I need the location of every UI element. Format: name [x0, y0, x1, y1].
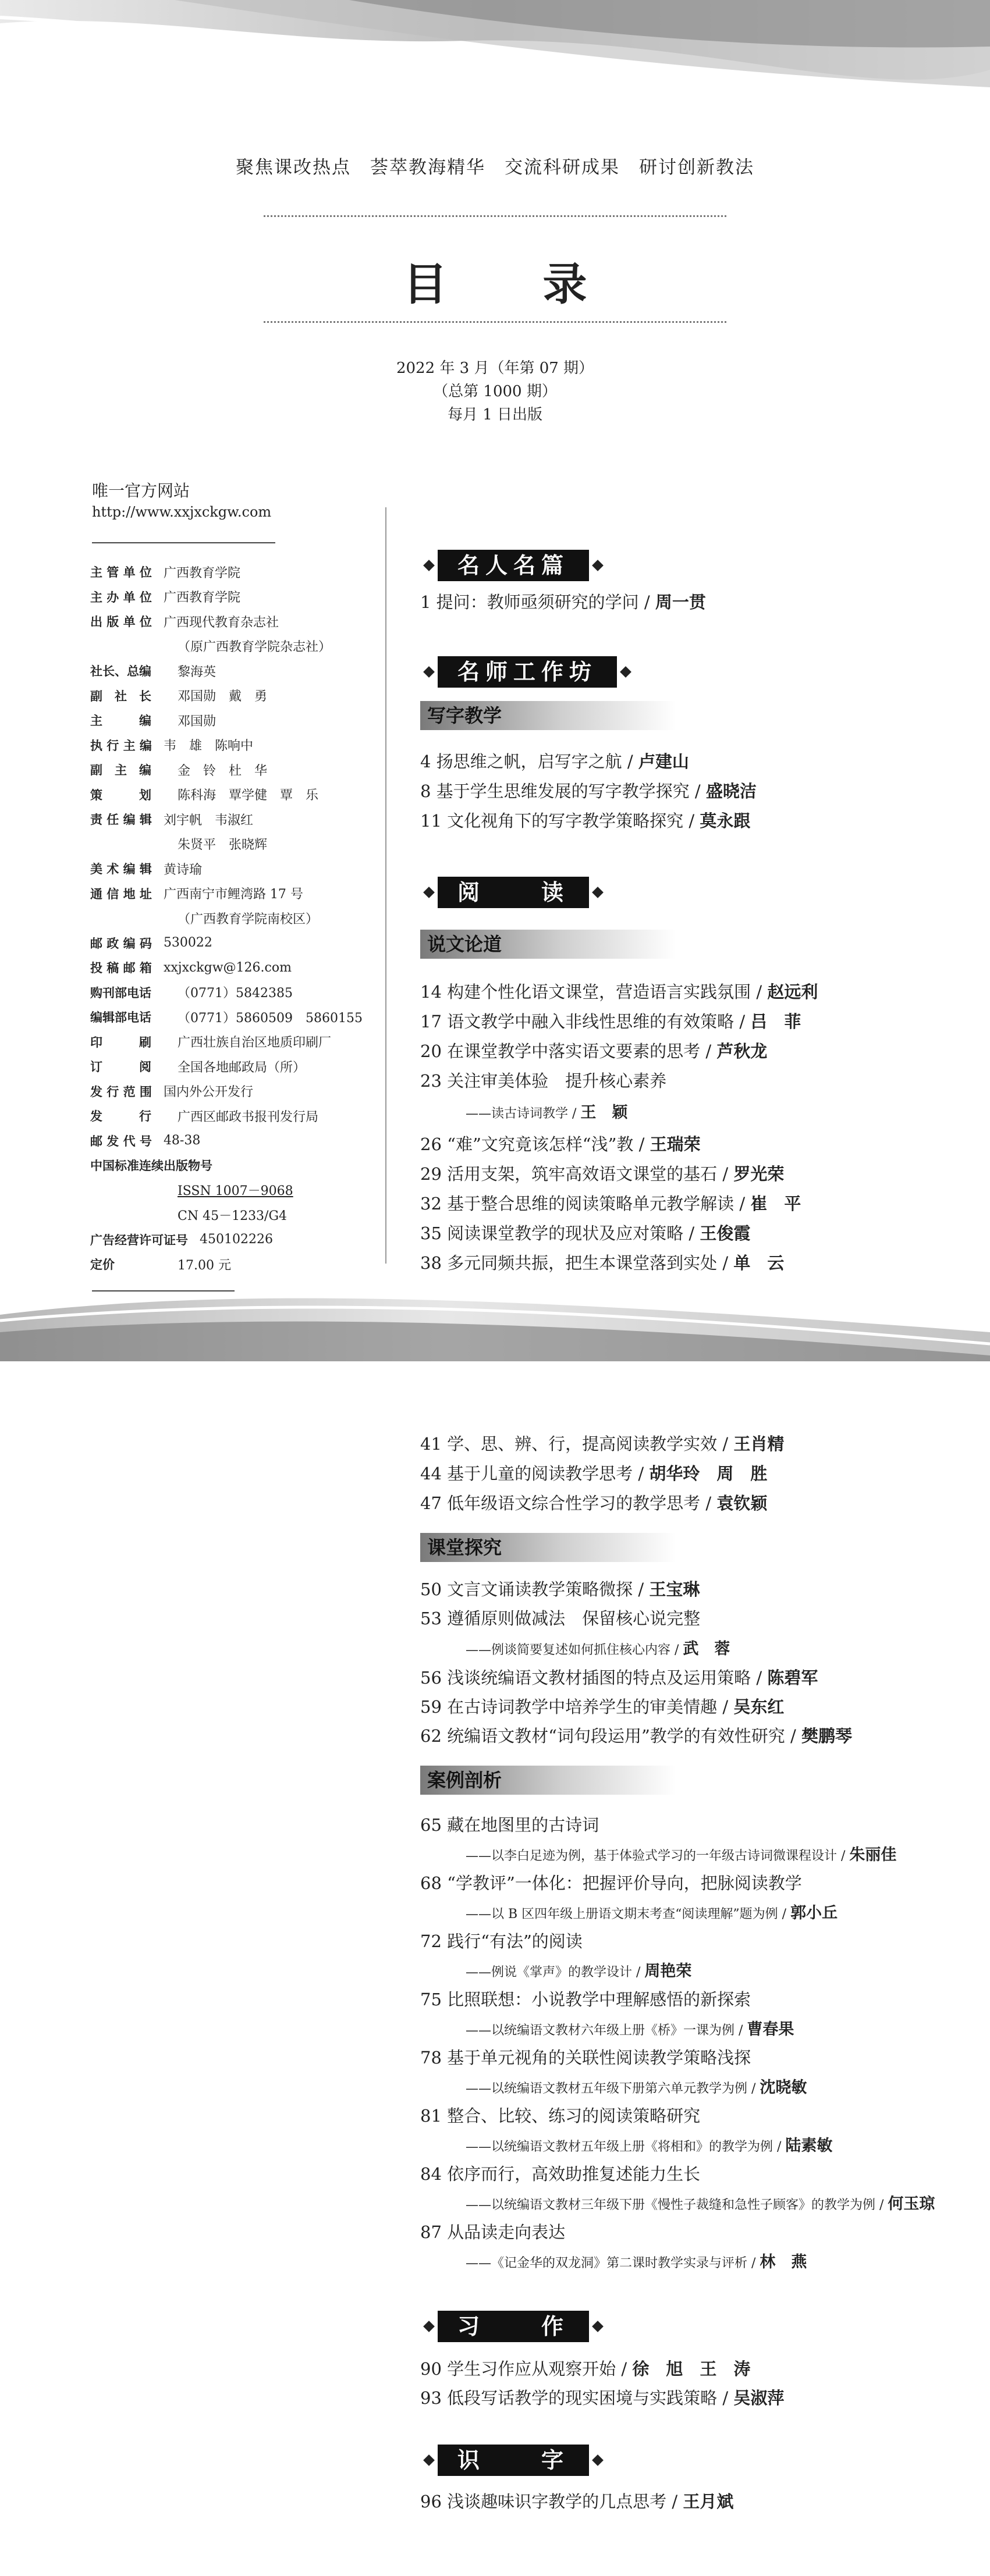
masthead-row	[90, 1030, 370, 1055]
toc-subtitle: ——例谈简要复述如何抓住核心内容 / 武 蓉	[466, 1640, 730, 1658]
masthead-value: 黎海英	[178, 664, 217, 679]
diamond-icon	[423, 560, 435, 571]
toc-entry[interactable]: 84 依序而行，高效助推复述能力生长	[420, 2164, 701, 2184]
masthead-row	[90, 585, 370, 610]
toc-entry[interactable]: 87 从品读走向表达	[420, 2222, 566, 2242]
divider	[264, 215, 726, 217]
diamond-icon	[592, 887, 604, 898]
masthead-value: 韦 雄 陈响中	[163, 739, 253, 754]
toc-subtitle: ——以统编语文教材六年级上册《桥》一课为例 / 曹春果	[466, 2020, 794, 2038]
masthead-value: 邓国勋	[178, 714, 217, 729]
masthead-key: 美 术 编 辑	[90, 862, 152, 877]
section-label: 名师工作坊	[438, 656, 617, 688]
bottom-wave-decoration	[0, 1291, 990, 1361]
masthead-value: （广西教育学院南校区）	[178, 912, 319, 927]
subsection-label: 说文论道	[420, 930, 676, 959]
page-title: 目 录	[403, 258, 613, 310]
toc-entry[interactable]: 32 基于整合思维的阅读策略单元教学解读 / 崔 平	[420, 1194, 801, 1214]
masthead-key: 主 编	[90, 714, 151, 728]
masthead-row	[90, 856, 370, 881]
masthead-row	[90, 931, 370, 956]
tagline: 聚焦课改热点 荟萃教海精华 交流科研成果 研讨创新教法	[236, 157, 754, 178]
masthead-row	[90, 807, 370, 832]
toc-page-2	[0, 1361, 990, 2576]
toc-entry[interactable]: 29 活用支架，筑牢高效语文课堂的基石 / 罗光荣	[420, 1164, 785, 1184]
masthead-row	[90, 1104, 370, 1129]
masthead-row	[90, 1129, 370, 1154]
masthead-value: 金 铃 杜 华	[178, 763, 268, 778]
subsection-label: 案例剖析	[420, 1766, 676, 1795]
toc-entry[interactable]: 96 浅谈趣味识字教学的几点思考 / 王月斌	[420, 2492, 734, 2511]
toc-entry[interactable]: 75 比照联想：小说教学中理解感悟的新探索	[420, 1990, 751, 2009]
masthead-row	[90, 832, 370, 857]
section-label: 识 字	[438, 2445, 589, 2476]
subsection-label: 写字教学	[420, 701, 676, 730]
toc-entry[interactable]: 78 基于单元视角的关联性阅读教学策略浅探	[420, 2048, 751, 2068]
section-header	[420, 2311, 606, 2342]
diamond-icon	[423, 2321, 435, 2332]
section-header	[420, 877, 606, 908]
masthead-row	[90, 659, 370, 684]
diamond-icon	[423, 2454, 435, 2466]
masthead-key: 出 版 单 位	[90, 615, 152, 629]
toc-entry[interactable]: 93 低段写话教学的现实困境与实践策略 / 吴淑萍	[420, 2388, 785, 2408]
masthead-value: （0771）5860509 5860155	[178, 1011, 363, 1026]
masthead-row	[90, 782, 370, 807]
toc-subtitle: ——以李白足迹为例，基于体验式学习的一年级古诗词微课程设计 / 朱丽佳	[466, 1846, 897, 1864]
toc-entry[interactable]: 38 多元同频共振，把生本课堂落到实处 / 单 云	[420, 1253, 785, 1273]
masthead-value: 国内外公开发行	[163, 1085, 253, 1100]
issue-total: （总第 1000 期）	[433, 383, 557, 400]
masthead-value: 广西区邮政书报刊发行局	[178, 1109, 319, 1125]
toc-entry[interactable]: 56 浅谈统编语文教材插图的特点及运用策略 / 陈碧军	[420, 1668, 818, 1688]
masthead-key: 邮 政 编 码	[90, 936, 152, 951]
masthead-row	[90, 1005, 370, 1030]
masthead-value: 邓国勋 戴 勇	[178, 689, 268, 705]
section-label: 阅 读	[438, 877, 589, 908]
masthead-row	[90, 980, 370, 1005]
toc-entry[interactable]: 72 践行“有法”的阅读	[420, 1931, 583, 1951]
toc-subtitle: ——以 B 区四年级上册语文期末考查“阅读理解”题为例 / 郭小丘	[466, 1904, 838, 1922]
masthead-row	[90, 1202, 370, 1227]
masthead-row	[90, 634, 370, 659]
section-label: 习 作	[438, 2311, 589, 2342]
masthead-row	[90, 733, 370, 758]
toc-entry[interactable]: 8 基于学生思维发展的写字教学探究 / 盛晓洁	[420, 781, 757, 801]
diamond-icon	[592, 2454, 604, 2466]
masthead-value: 朱贤平 张晓辉	[178, 838, 268, 853]
masthead-value: （原广西教育学院杂志社）	[178, 640, 332, 655]
masthead-key: 副 主 编	[90, 763, 151, 778]
masthead-row	[90, 1227, 370, 1253]
toc-subtitle: ——以统编语文教材五年级上册《将相和》的教学为例 / 陆素敏	[466, 2137, 833, 2155]
section-header	[420, 656, 634, 688]
masthead-key: 投 稿 邮 箱	[90, 961, 152, 976]
toc-entry[interactable]: 50 文言文诵读教学策略微探 / 王宝琳	[420, 1579, 700, 1599]
top-wave-decoration	[0, 0, 990, 116]
masthead-value: CN 45－1233/G4	[178, 1208, 288, 1223]
section-label: 名人名篇	[438, 550, 589, 581]
issue-schedule: 每月 1 日出版	[447, 406, 543, 424]
diamond-icon	[620, 666, 631, 678]
website-url[interactable]: http://www.xxjxckgw.com	[92, 504, 272, 520]
diamond-icon	[592, 2321, 604, 2332]
masthead-row	[90, 560, 370, 585]
toc-entry[interactable]: 14 构建个性化语文课堂，营造语言实践氛围 / 赵远利	[420, 982, 818, 1002]
masthead-value: 广西南宁市鲤湾路 17 号	[163, 887, 303, 902]
masthead-row	[90, 1153, 370, 1178]
toc-entry[interactable]: 23 关注审美体验 提升核心素养	[420, 1071, 667, 1091]
masthead-key: 副 社 长	[90, 689, 151, 703]
masthead-row	[90, 881, 370, 906]
masthead-value: 广西教育学院	[163, 565, 240, 581]
masthead-row	[90, 1178, 370, 1203]
toc-entry[interactable]: 65 藏在地图里的古诗词	[420, 1815, 599, 1835]
masthead-value: （0771）5842385	[178, 986, 293, 1001]
masthead-key: 编辑部电话	[90, 1011, 151, 1025]
toc-entry[interactable]: 4 扬思维之帆，启写字之航 / 卢建山	[420, 752, 689, 771]
masthead-value: xxjxckgw@126.com	[163, 960, 292, 975]
masthead-key: 通 信 地 址	[90, 887, 152, 901]
toc-subtitle: ——例说《掌声》的教学设计 / 周艳荣	[466, 1962, 692, 1980]
masthead-key: 执 行 主 编	[90, 738, 152, 753]
masthead-value: 黄诗瑜	[163, 862, 202, 877]
toc-entry[interactable]: 35 阅读课堂教学的现状及应对策略 / 王俊霞	[420, 1223, 751, 1243]
masthead-value: 530022	[163, 935, 212, 951]
masthead-key: 广告经营许可证号	[90, 1233, 188, 1247]
toc-entry[interactable]: 44 基于儿童的阅读教学思考 / 胡华玲 周 胜	[420, 1464, 768, 1483]
masthead-row	[90, 906, 370, 931]
masthead-row	[90, 708, 370, 733]
issue-date: 2022 年 3 月（年第 07 期）	[396, 360, 594, 377]
masthead-value: 全国各地邮政局（所）	[178, 1060, 306, 1075]
masthead-value: 广西教育学院	[163, 590, 240, 606]
masthead-key: 发 行 范 围	[90, 1084, 152, 1099]
masthead-key: 发 行	[90, 1109, 151, 1124]
toc-entry[interactable]: 47 低年级语文综合性学习的教学思考 / 袁钦颖	[420, 1493, 768, 1513]
website-label: 唯一官方网站	[92, 481, 190, 500]
masthead-key: 主 管 单 位	[90, 565, 152, 580]
toc-subtitle: ——以统编语文教材五年级下册第六单元教学为例 / 沈晓敏	[466, 2079, 807, 2097]
toc-subtitle: ——《记金华的双龙洞》第二课时教学实录与评析 / 林 燕	[466, 2253, 807, 2271]
toc-entry[interactable]: 11 文化视角下的写字教学策略探究 / 莫永跟	[420, 811, 751, 831]
masthead-key: 中国标准连续出版物号	[90, 1159, 212, 1173]
masthead-key: 责 任 编 辑	[90, 813, 152, 827]
masthead-row	[90, 1054, 370, 1079]
toc-entry[interactable]: 1 提问：教师亟须研究的学问 / 周一贯	[420, 592, 706, 612]
toc-entry[interactable]: 20 在课堂教学中落实语文要素的思考 / 芦秋龙	[420, 1041, 768, 1061]
masthead-row	[90, 1252, 370, 1277]
toc-entry[interactable]: 62 统编语文教材“词句段运用”教学的有效性研究 / 樊鹏琴	[420, 1726, 852, 1746]
masthead-key: 主 办 单 位	[90, 590, 152, 604]
toc-subtitle: ——以统编语文教材三年级下册《慢性子裁缝和急性子顾客》的教学为例 / 何玉琼	[466, 2195, 935, 2213]
toc-entry[interactable]: 90 学生习作应从观察开始 / 徐 旭 王 涛	[420, 2359, 751, 2379]
masthead	[90, 560, 370, 1277]
masthead-value: 广西现代教育杂志社	[163, 615, 279, 630]
toc-entry[interactable]: 41 学、思、辨、行，提高阅读教学实效 / 王肖精	[420, 1434, 785, 1454]
masthead-value: ISSN 1007－9068	[178, 1184, 293, 1199]
masthead-key: 邮 发 代 号	[90, 1134, 152, 1148]
masthead-row	[90, 609, 370, 634]
divider	[92, 542, 275, 543]
masthead-row	[90, 1079, 370, 1104]
toc-subtitle: ——读古诗词教学 / 王 颖	[466, 1104, 628, 1122]
diamond-icon	[423, 887, 435, 898]
masthead-value: 17.00 元	[178, 1258, 231, 1273]
toc-entry[interactable]: 53 遵循原则做减法 保留核心说完整	[420, 1609, 701, 1628]
masthead-value: 广西壮族自治区地质印刷厂	[178, 1036, 332, 1051]
masthead-key: 社长、总编	[90, 664, 151, 679]
section-header	[420, 550, 606, 581]
masthead-key: 印 刷	[90, 1035, 151, 1049]
masthead-key: 定价	[90, 1258, 115, 1272]
toc-entry[interactable]: 59 在古诗词教学中培养学生的审美情趣 / 吴东红	[420, 1697, 785, 1717]
masthead-value: 刘宇帆 韦淑红	[163, 813, 253, 828]
masthead-value: 陈科海 覃学健 覃 乐	[178, 788, 319, 803]
masthead-key: 购刊部电话	[90, 985, 151, 1000]
subsection-label: 课堂探究	[420, 1533, 676, 1562]
section-header	[420, 2445, 606, 2476]
masthead-key: 策 划	[90, 788, 151, 802]
toc-entry[interactable]: 17 语文教学中融入非线性思维的有效策略 / 吕 菲	[420, 1012, 801, 1031]
masthead-value: 48-38	[163, 1133, 201, 1148]
toc-entry[interactable]: 81 整合、比较、练习的阅读策略研究	[420, 2106, 701, 2126]
masthead-key: 订 阅	[90, 1060, 151, 1074]
masthead-row	[90, 757, 370, 782]
diamond-icon	[592, 560, 604, 571]
diamond-icon	[423, 666, 435, 678]
masthead-row	[90, 684, 370, 709]
masthead-row	[90, 955, 370, 980]
divider	[264, 321, 726, 323]
masthead-value: 450102226	[200, 1232, 273, 1247]
toc-entry[interactable]: 26 “难”文究竟该怎样“浅”教 / 王瑞荣	[420, 1134, 701, 1154]
toc-entry[interactable]: 68 “学教评”一体化：把握评价导向，把脉阅读教学	[420, 1873, 802, 1893]
column-divider	[385, 507, 386, 1264]
